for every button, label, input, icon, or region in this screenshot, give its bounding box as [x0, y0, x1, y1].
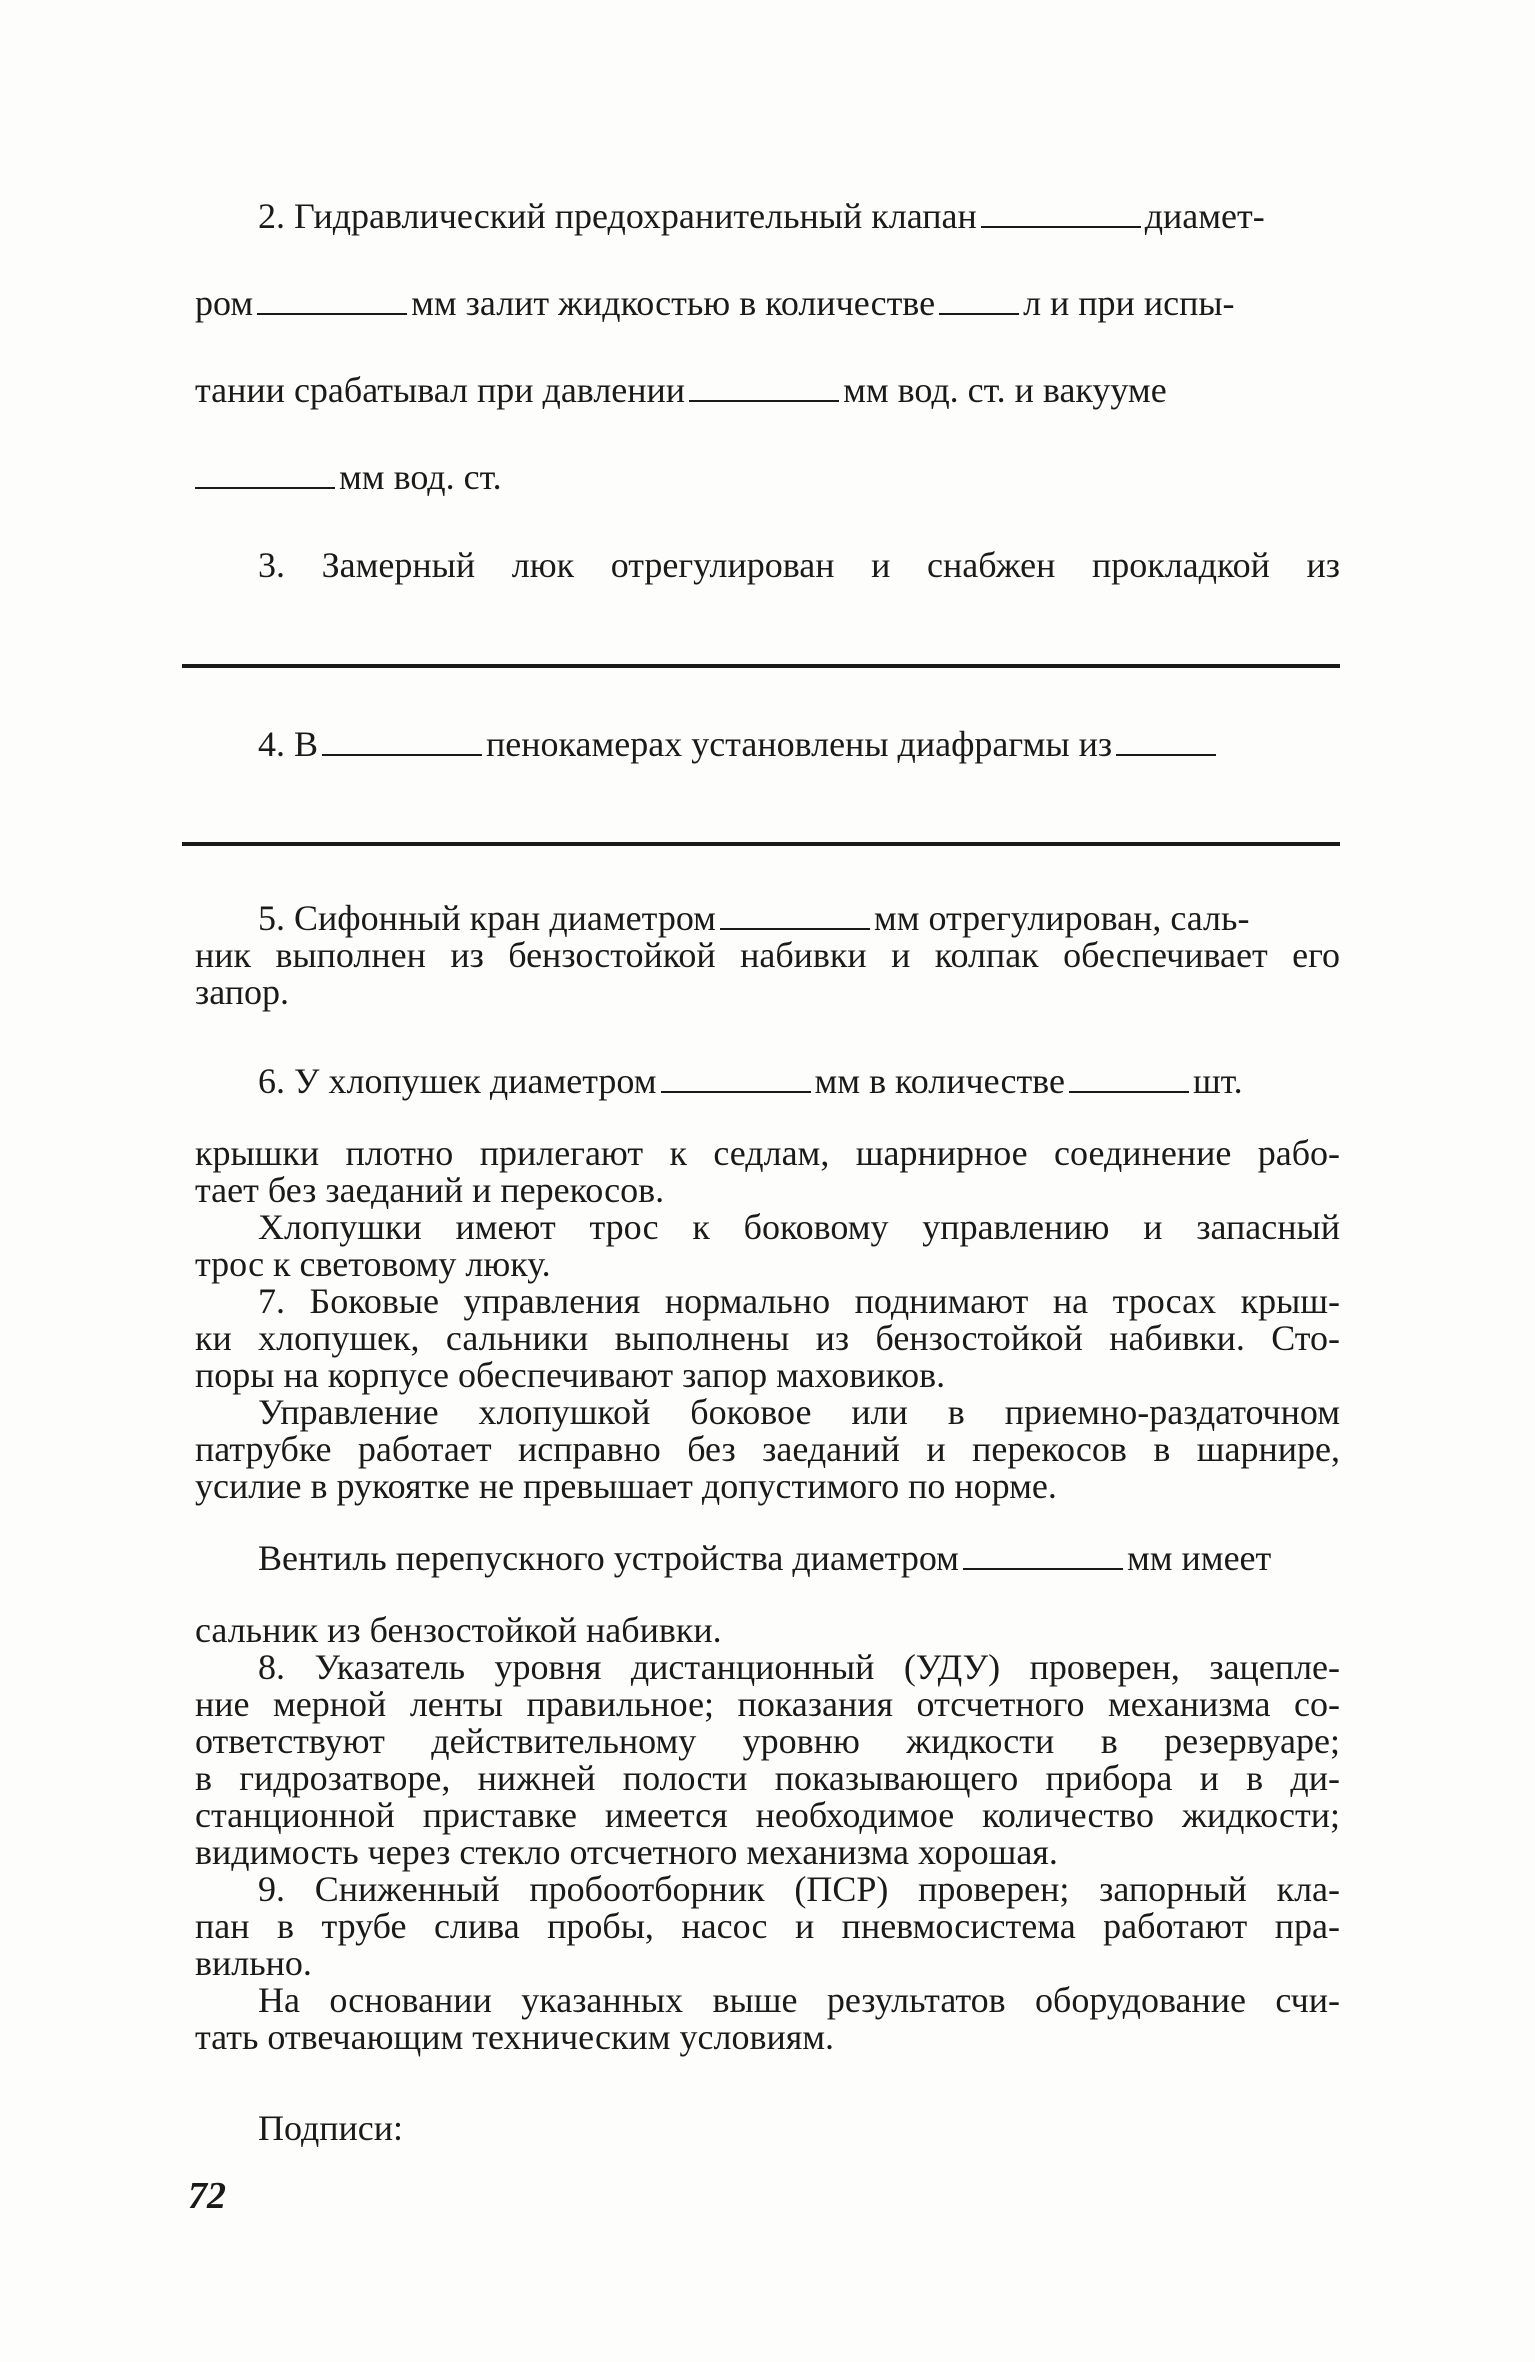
text: Хлопушки имеют трос к боковому управлению и запасный: [258, 1207, 1340, 1247]
text: крышки плотно прилегают к седлам, шарнирное соединение рабо-: [195, 1133, 1340, 1173]
item-3-line-1: [258, 545, 1340, 585]
blank-field: [1116, 754, 1216, 756]
text: ки хлопушек, сальники выполнены из бензостойкой набивки. Сто-: [195, 1318, 1340, 1358]
text: запор.: [195, 972, 289, 1012]
blank-field: [661, 1091, 811, 1093]
text: вильно.: [195, 1943, 312, 1983]
text: Вентиль перепускного устройства диаметром: [258, 1538, 959, 1578]
blank-field: [1069, 1091, 1189, 1093]
item-7-line-1: [258, 1281, 1340, 1321]
text: ром: [195, 283, 254, 323]
text: сальник из бензостойкой набивки.: [195, 1610, 722, 1650]
item-7-line-2: [195, 1318, 1340, 1358]
signature-label: [258, 2108, 403, 2148]
text: мм в количестве: [814, 1061, 1065, 1101]
item-6-line-3: [195, 1170, 664, 1210]
text: 6. У хлопушек диаметром: [258, 1061, 657, 1101]
text: л и при испы-: [1023, 283, 1235, 323]
item-7-line-3: [195, 1355, 945, 1395]
item-2-line-4: [195, 457, 502, 497]
item-9-line-4: [258, 1980, 1340, 2020]
item-6-line-5: [195, 1244, 551, 1284]
item-8-line-3: [195, 1721, 1340, 1761]
item-6-line-4: [258, 1207, 1340, 1247]
item-7-line-6: [195, 1466, 1057, 1506]
item-8-line-4: [195, 1758, 1340, 1798]
text: 3. Замерный люк отрегулирован и снабжен прокладкой из: [258, 545, 1340, 585]
item-6-line-1: [258, 1061, 1243, 1101]
text: усилие в рукоятке не превышает допустимого по норме.: [195, 1466, 1057, 1506]
text: мм вод. ст.: [339, 457, 502, 497]
item-4-line-1: [258, 724, 1220, 764]
blank-field: [689, 400, 839, 402]
item-8-line-2: [195, 1684, 1340, 1724]
text: 4. В: [258, 724, 319, 764]
text: мм имеет: [1126, 1538, 1272, 1578]
blank-field: [257, 313, 407, 315]
item-5-line-1: [258, 898, 1249, 938]
item-9-line-5: [195, 2017, 834, 2057]
text: ник выполнен из бензостойкой набивки и колпак обеспечивает его: [195, 935, 1340, 975]
item-7-line-8: [195, 1610, 722, 1650]
text: 7. Боковые управления нормально поднимают на тросах крыш-: [258, 1281, 1340, 1321]
item-9-line-2: [195, 1906, 1340, 1946]
text: станционной приставке имеется необходимое количество жидкости;: [195, 1795, 1340, 1835]
blank-field: [963, 1568, 1123, 1570]
item-5-line-3: [195, 972, 289, 1012]
text: диамет-: [1144, 196, 1265, 236]
text: шт.: [1192, 1061, 1243, 1101]
blank-field: [981, 226, 1141, 228]
text: мм отрегулирован, саль-: [873, 898, 1250, 938]
text: тает без заеданий и перекосов.: [195, 1170, 665, 1210]
text: Управление хлопушкой боковое или в приемно-раздаточном: [258, 1392, 1340, 1432]
text: Подписи:: [258, 2108, 404, 2148]
text: ние мерной ленты правильное; показания отсчетного механизма со-: [195, 1684, 1340, 1724]
text: тании срабатывал при давлении: [195, 370, 686, 410]
text: тать отвечающим техническим условиям.: [195, 2017, 835, 2057]
text: в гидрозатворе, нижней полости показывающего прибора и в ди-: [195, 1758, 1340, 1798]
text: пенокамерах установлены диафрагмы из: [486, 724, 1113, 764]
item-8-line-5: [195, 1795, 1340, 1835]
blank-field: [195, 487, 335, 489]
item-9-line-3: [195, 1943, 312, 1983]
item-2-line-1: [258, 196, 1265, 236]
item-8-line-6: [195, 1832, 1058, 1872]
item-8-line-1: [258, 1647, 1340, 1687]
item-6-line-2: [195, 1133, 1340, 1173]
item-7-line-4: [258, 1392, 1340, 1432]
blank-field: [720, 928, 870, 930]
item-2-line-3: [195, 370, 1167, 410]
item-9-line-1: [258, 1869, 1340, 1909]
text: пан в трубе слива пробы, насос и пневмосистема работают пра-: [195, 1906, 1340, 1946]
fill-in-rule: [182, 664, 1340, 668]
fill-in-rule: [182, 842, 1340, 846]
text: видимость через стекло отсчетного механизма хорошая.: [195, 1832, 1058, 1872]
text: ответствуют действительному уровню жидкости в резервуаре;: [195, 1721, 1340, 1761]
blank-field: [939, 313, 1019, 315]
item-5-line-2: [195, 935, 1340, 975]
text: 8. Указатель уровня дистанционный (УДУ) проверен, зацепле-: [258, 1647, 1340, 1687]
text: поры на корпусе обеспечивают запор маховиков.: [195, 1355, 946, 1395]
text: мм вод. ст. и вакууме: [843, 370, 1167, 410]
item-7-line-5: [195, 1429, 1340, 1469]
text: трос к световому люку.: [195, 1244, 551, 1284]
item-2-line-2: [195, 283, 1235, 323]
page-number: 72: [188, 2175, 226, 2217]
item-7-line-7: [258, 1538, 1271, 1578]
text: На основании указанных выше результатов оборудование счи-: [258, 1980, 1340, 2020]
text: 5. Сифонный кран диаметром: [258, 898, 716, 938]
text: мм залит жидкостью в количестве: [411, 283, 936, 323]
text: 9. Сниженный пробоотборник (ПСР) проверен; запорный кла-: [258, 1869, 1340, 1909]
text: 2. Гидравлический предохранительный клапан: [258, 196, 977, 236]
text: патрубке работает исправно без заеданий и перекосов в шарнире,: [195, 1429, 1340, 1469]
blank-field: [322, 754, 482, 756]
